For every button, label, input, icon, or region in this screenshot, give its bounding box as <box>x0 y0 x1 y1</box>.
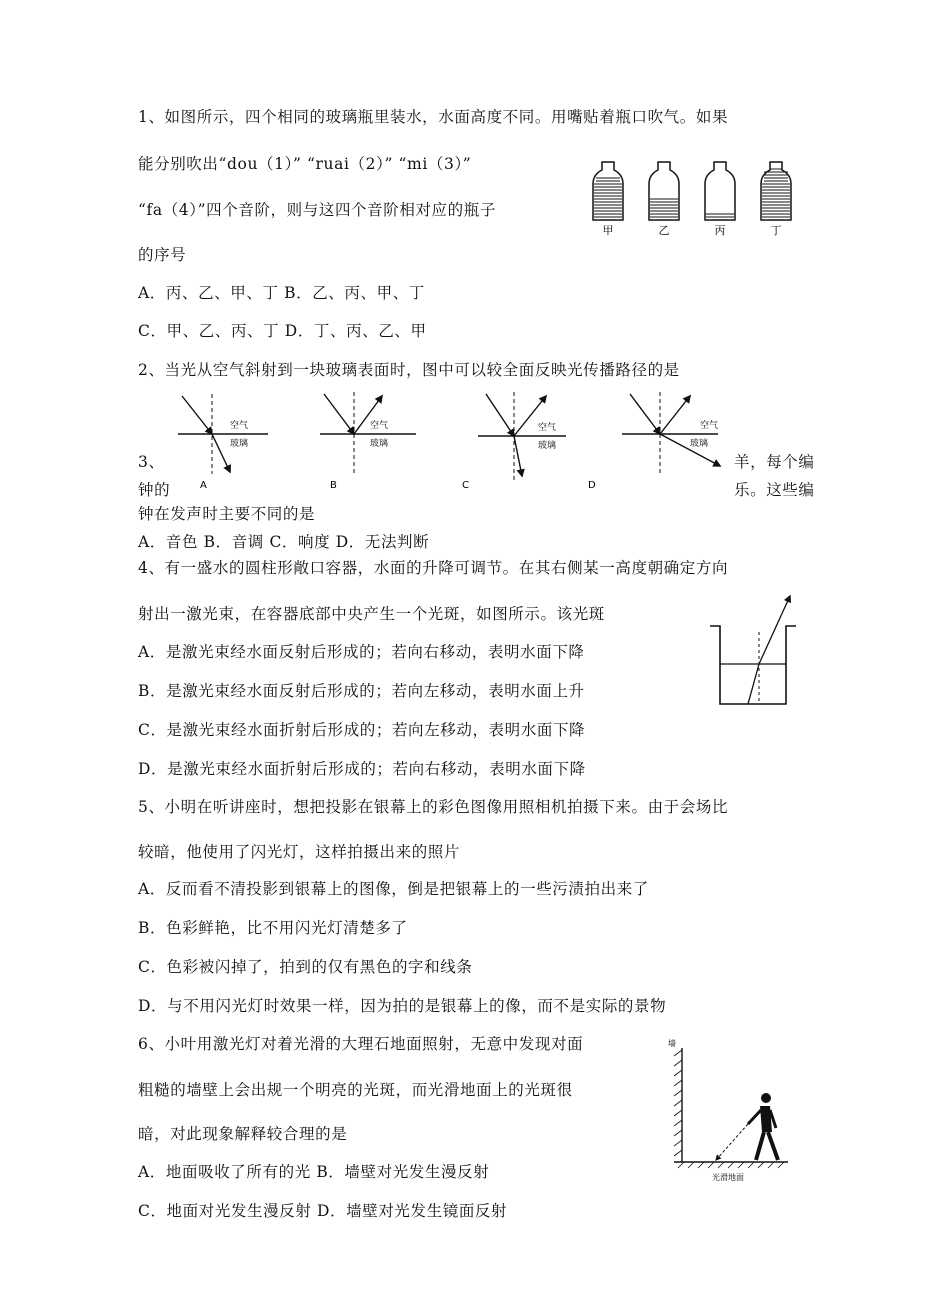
option-a-air-label: 空气 <box>230 421 249 431</box>
bottle-ding-water <box>762 169 790 217</box>
q4-container-figure <box>706 590 800 710</box>
q1-line-3: “fa（4）”四个音阶，则与这四个音阶相对应的瓶子 <box>138 201 496 219</box>
q1-line-1: 1、如图所示，四个相同的玻璃瓶里装水，水面高度不同。用嘴贴着瓶口吹气。如果 <box>138 108 729 126</box>
bottle-jia <box>593 162 623 237</box>
q6-options-cd: C．地面对光发生漫反射 D．墙壁对光发生镜面反射 <box>138 1202 508 1220</box>
q1-line-4: 的序号 <box>138 246 187 264</box>
q3-line-2-end: 乐。这些编 <box>734 481 815 499</box>
q3-line-2-start: 钟的 <box>138 481 171 499</box>
bottle-bing-label: 丙 <box>714 224 726 237</box>
option-c-label: C <box>462 480 469 491</box>
option-d-label: D <box>588 480 596 491</box>
q4-line-2: 射出一激光束，在容器底部中央产生一个光斑，如图所示。该光斑 <box>138 605 605 623</box>
q2-light-paths-figure <box>168 388 728 496</box>
floor-label: 光滑地面 <box>712 1173 744 1182</box>
q5-option-a: A．反而看不清投影到银幕上的图像，倒是把银幕上的一些污渍拍出来了 <box>138 880 649 898</box>
wall-label: 墙 <box>668 1039 676 1048</box>
bottle-ding-label: 丁 <box>770 224 782 237</box>
bottle-ding <box>761 162 791 237</box>
q6-line-2: 粗糙的墙壁上会出规一个明亮的光斑，而光滑地面上的光斑很 <box>138 1081 573 1099</box>
option-b-glass-label: 玻璃 <box>370 439 389 449</box>
q1-options-ab: A．丙、乙、甲、丁 B．乙、丙、甲、丁 <box>138 284 425 302</box>
q4-option-c: C．是激光束经水面折射后形成的；若向左移动，表明水面下降 <box>138 721 586 739</box>
q6-line-3: 暗，对此现象解释较合理的是 <box>138 1125 348 1143</box>
q3-line-3: 钟在发声时主要不同的是 <box>138 505 316 523</box>
q3-options: A．音色 B．音调 C．响度 D．无法判断 <box>138 533 430 551</box>
bottle-yi <box>649 162 679 237</box>
option-a-diagram <box>178 394 268 491</box>
q3-line-1-start: 3、 <box>138 453 165 471</box>
option-c-air-label: 空气 <box>538 423 557 433</box>
option-a-glass-label: 玻璃 <box>230 439 249 449</box>
q4-option-a: A．是激光束经水面反射后形成的；若向右移动，表明水面下降 <box>138 643 585 661</box>
option-d-diagram <box>588 392 720 491</box>
option-c-diagram <box>462 392 566 491</box>
option-a-label: A <box>200 480 207 491</box>
q5-option-d: D．与不用闪光灯时效果一样，因为拍的是银幕上的像，而不是实际的景物 <box>138 997 667 1015</box>
q1-bottles-figure <box>588 158 800 238</box>
option-c-glass-label: 玻璃 <box>538 441 557 451</box>
option-b-air-label: 空气 <box>370 421 389 431</box>
q4-option-d: D．是激光束经水面折射后形成的；若向右移动，表明水面下降 <box>138 760 586 778</box>
q6-line-1: 6、小叶用激光灯对着光滑的大理石地面照射，无意中发现对面 <box>138 1035 584 1053</box>
q5-option-c: C．色彩被闪掉了，拍到的仅有黑色的字和线条 <box>138 958 473 976</box>
bottle-jia-water <box>594 178 622 217</box>
q4-line-1: 4、有一盛水的圆柱形敞口容器，水面的升降可调节。在其右侧某一高度朝确定方向 <box>138 559 729 577</box>
q6-options-ab: A．地面吸收了所有的光 B．墙壁对光发生漫反射 <box>138 1163 490 1181</box>
q1-line-2: 能分别吹出“dou（1）” “ruai（2）” “mi（3）” <box>138 155 472 173</box>
option-b-label: B <box>330 480 337 491</box>
q3-line-1-end: 羊，每个编 <box>734 453 815 471</box>
bottle-jia-label: 甲 <box>602 224 614 237</box>
q5-option-b: B．色彩鲜艳，比不用闪光灯清楚多了 <box>138 919 408 937</box>
option-d-air-label: 空气 <box>700 421 719 431</box>
bottle-bing-water <box>706 214 734 217</box>
q5-line-2: 较暗，他使用了闪光灯，这样拍摄出来的照片 <box>138 843 461 861</box>
q6-wall-floor-figure <box>662 1036 792 1184</box>
q1-options-cd: C．甲、乙、丙、丁 D．丁、丙、乙、甲 <box>138 322 427 340</box>
bottle-bing <box>705 162 735 237</box>
person-figure <box>748 1093 778 1160</box>
option-b-diagram <box>320 392 416 491</box>
bottle-yi-water <box>650 199 678 217</box>
q5-line-1: 5、小明在听讲座时，想把投影在银幕上的彩色图像用照相机拍摄下来。由于会场比 <box>138 798 729 816</box>
bottle-yi-label: 乙 <box>658 224 670 237</box>
q2-line-1: 2、当光从空气斜射到一块玻璃表面时，图中可以较全面反映光传播路径的是 <box>138 361 680 379</box>
option-d-glass-label: 玻璃 <box>690 439 709 449</box>
q4-option-b: B．是激光束经水面反射后形成的；若向左移动，表明水面上升 <box>138 682 585 700</box>
